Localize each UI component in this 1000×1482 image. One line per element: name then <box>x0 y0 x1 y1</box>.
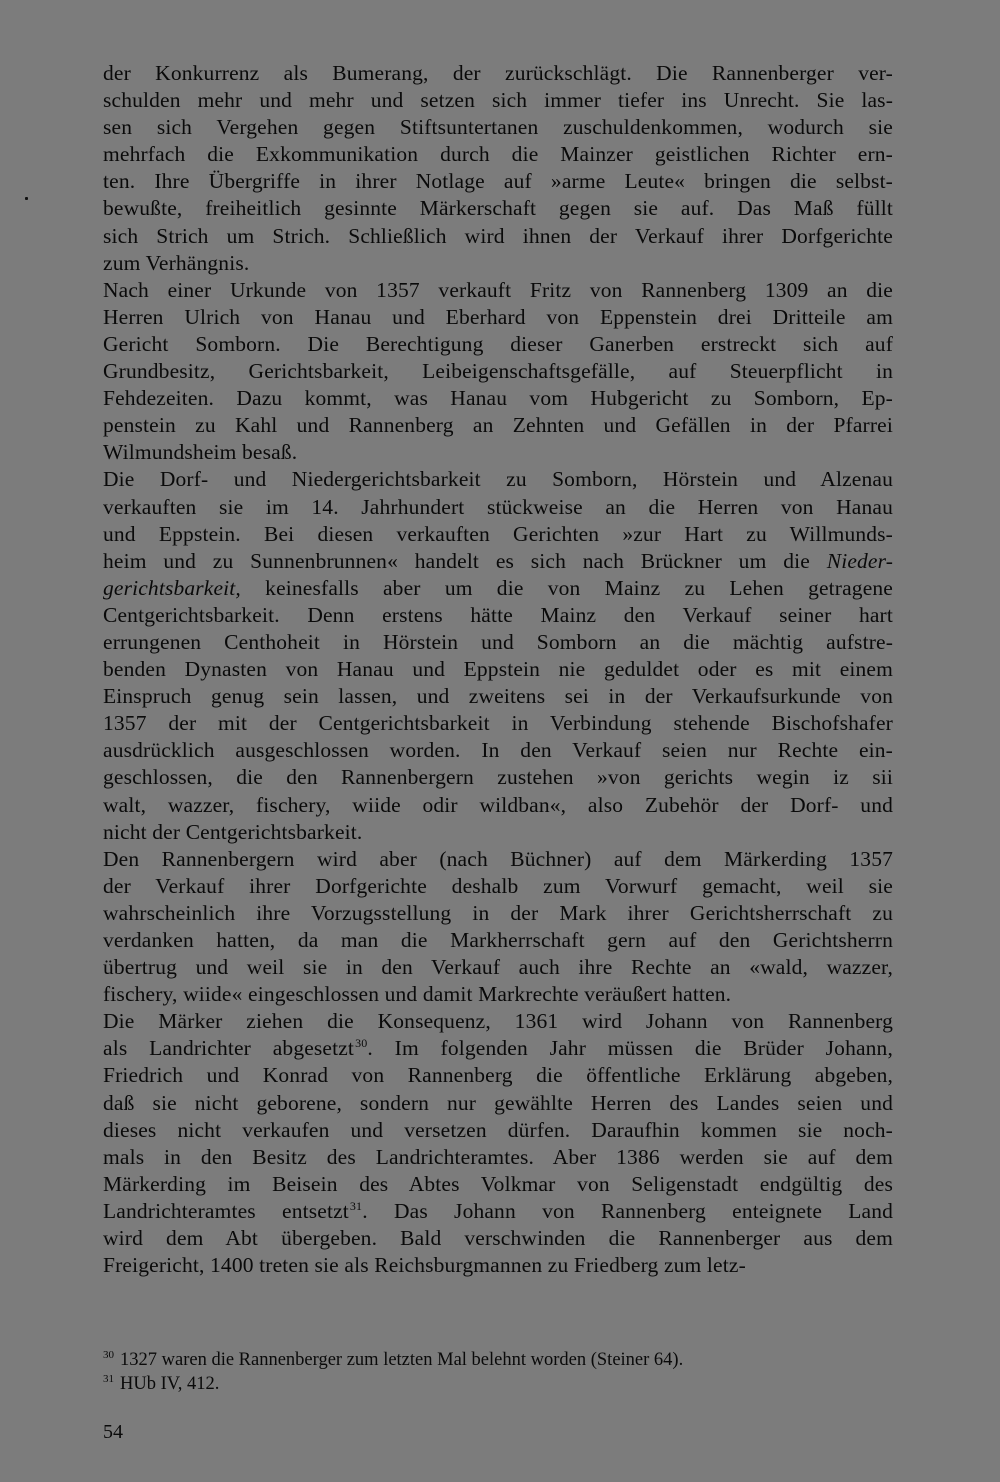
text-run: Landrichteramtes entsetzt <box>103 1198 349 1223</box>
text-line <box>103 927 893 954</box>
page-number: 54 <box>103 1421 123 1443</box>
paragraph <box>103 1008 893 1279</box>
paragraph <box>103 60 893 277</box>
text-line <box>103 141 893 168</box>
text-line <box>103 873 893 900</box>
text-run: mals in den Besitz des Landrichteramtes. Aber 1386 werden sie auf dem <box>103 1144 893 1169</box>
text-line <box>103 1252 893 1279</box>
text-line <box>103 412 893 439</box>
text-run: wird dem Abt übergeben. Bald verschwinden die Rannenberger aus dem <box>103 1226 893 1251</box>
text-line <box>103 846 893 873</box>
text-line <box>103 250 893 277</box>
scan-speck <box>25 197 28 200</box>
text-line <box>103 602 893 629</box>
text-run: und Eppstein. Bei diesen verkauften Gerichten »zur Hart zu Willmunds- <box>103 521 893 546</box>
text-run: schulden mehr und mehr und setzen sich immer tiefer ins Unrecht. Sie las- <box>103 88 893 113</box>
text-line <box>103 1062 893 1089</box>
text-run: Fehdezeiten. Dazu kommt, was Hanau vom Hubgericht zu Somborn, Ep- <box>103 386 893 411</box>
text-line <box>103 1008 893 1035</box>
text-run: 1357 der mit der Centgerichtsbarkeit in Verbindung stehende Bischofshafer <box>103 711 893 736</box>
text-line <box>103 710 893 737</box>
text-line <box>103 494 893 521</box>
text-run: benden Dynasten von Hanau und Eppstein nie geduldet oder es mit einem <box>103 657 893 682</box>
text-run: Friedrich und Konrad von Rannenberg die öffentliche Erklärung abgeben, <box>103 1063 893 1088</box>
footnote <box>103 1372 893 1396</box>
text-run: Centgerichtsbarkeit. Denn erstens hätte Mainz den Verkauf seiner hart <box>103 602 893 627</box>
text-line <box>103 1035 893 1062</box>
text-line <box>103 1090 893 1117</box>
text-line <box>103 548 893 575</box>
text-run: verdanken hatten, da man die Markherrschaft gern auf den Gerichtsherrn <box>103 928 893 952</box>
text-run: wahrscheinlich ihre Vorzugsstellung in der Mark ihrer Gerichtsherrschaft zu <box>103 900 893 925</box>
text-line <box>103 629 893 656</box>
text-run: geschlossen, die den Rannenbergern zustehen »von gerichts wegin iz sii <box>103 765 893 790</box>
text-run: walt, wazzer, fischery, wiide odir wildban«, also Zubehör der Dorf- und <box>103 792 893 817</box>
footnote-mark: 31 <box>103 1373 114 1385</box>
text-run: nicht der Centgerichtsbarkeit. <box>103 819 363 844</box>
text-run: fischery, wiide« eingeschlossen und damit Markrechte veräußert hatten. <box>103 982 732 1007</box>
text-line <box>103 900 893 927</box>
footnote-mark: 30 <box>103 1349 114 1361</box>
text-run: als Landrichter abgesetzt <box>103 1036 355 1061</box>
text-line <box>103 1144 893 1171</box>
text-run: . Das Johann von Rannenberg enteignete Land <box>362 1198 893 1223</box>
text-line <box>103 304 893 331</box>
text-run: dieses nicht verkaufen und versetzen dürfen. Daraufhin kommen sie noch- <box>103 1117 893 1142</box>
text-run: Die Dorf- und Niedergerichtsbarkeit zu Somborn, Hörstein und Alzenau <box>103 467 893 492</box>
text-run: verkauften sie im 14. Jahrhundert stückweise an die Herren von Hanau <box>103 494 893 519</box>
text-line <box>103 87 893 114</box>
text-line <box>103 981 893 1008</box>
text-line <box>103 737 893 764</box>
text-line <box>103 439 893 466</box>
text-run: Herren Ulrich von Hanau und Eberhard von Eppenstein drei Dritteile am <box>103 304 893 329</box>
text-run: Nach einer Urkunde von 1357 verkauft Fritz von Rannenberg 1309 an die <box>103 277 893 302</box>
italic-term: gerichtsbarkeit, <box>103 575 241 600</box>
text-run: zum Verhängnis. <box>103 250 250 275</box>
text-run: keinesfalls aber um die von Mainz zu Lehen getragene <box>240 575 893 600</box>
text-run: der Konkurrenz als Bumerang, der zurückschlägt. Die Rannenberger ver- <box>103 61 893 85</box>
text-line <box>103 277 893 304</box>
text-line <box>103 1171 893 1198</box>
text-line <box>103 1117 893 1144</box>
text-run: Freigericht, 1400 treten sie als Reichsburgmannen zu Friedberg zum letz- <box>103 1253 746 1278</box>
footnote <box>103 1348 893 1372</box>
text-run: sich Strich um Strich. Schließlich wird ihnen der Verkauf ihrer Dorfgerichte <box>103 223 893 248</box>
text-line <box>103 385 893 412</box>
text-run: Die Märker ziehen die Konsequenz, 1361 wird Johann von Rannenberg <box>103 1009 893 1034</box>
text-line <box>103 683 893 710</box>
text-run: Märkerding im Beisein des Abtes Volkmar von Seligenstadt endgültig des <box>103 1171 893 1196</box>
footnote-text: HUb IV, 412. <box>120 1374 220 1394</box>
text-line <box>103 168 893 195</box>
text-run: sen sich Vergehen gegen Stiftsuntertanen zuschuldenkommen, wodurch sie <box>103 115 893 140</box>
text-line <box>103 1225 893 1252</box>
footnotes <box>103 1348 893 1396</box>
text-line <box>103 521 893 548</box>
footnote-ref: 31 <box>349 1198 363 1213</box>
text-line <box>103 60 893 87</box>
text-run: . Im folgenden Jahr müssen die Brüder Johann, <box>367 1036 893 1061</box>
text-run: heim und zu Sunnenbrunnen« handelt es sich nach Brückner um die <box>103 548 827 573</box>
paragraph <box>103 846 893 1009</box>
text-run: errungenen Centhoheit in Hörstein und Somborn an die mächtig aufstre- <box>103 629 893 654</box>
text-line <box>103 792 893 819</box>
text-line <box>103 1198 893 1225</box>
text-run: ausdrücklich ausgeschlossen worden. In den Verkauf seien nur Rechte ein- <box>103 738 893 763</box>
text-run: Gericht Somborn. Die Berechtigung dieser Ganerben erstreckt sich auf <box>103 331 893 356</box>
text-line <box>103 358 893 385</box>
text-line <box>103 195 893 222</box>
text-line <box>103 331 893 358</box>
text-run: penstein zu Kahl und Rannenberg an Zehnten und Gefällen in der Pfarrei <box>103 413 893 438</box>
text-run: bewußte, freiheitlich gesinnte Märkerschaft gegen sie auf. Das Maß füllt <box>103 196 893 221</box>
text-line <box>103 575 893 602</box>
text-line <box>103 764 893 791</box>
text-run: Den Rannenbergern wird aber (nach Büchner) auf dem Märkerding 1357 <box>103 846 893 871</box>
text-run: Wilmundsheim besaß. <box>103 440 298 465</box>
footnote-ref: 30 <box>355 1036 368 1051</box>
text-line <box>103 656 893 683</box>
footnote-text: 1327 waren die Rannenberger zum letzten Mal belehnt worden (Steiner 64). <box>120 1350 684 1370</box>
text-run: mehrfach die Exkommunikation durch die Mainzer geistlichen Richter ern- <box>103 142 893 167</box>
italic-term: Nieder- <box>826 548 893 573</box>
text-run: der Verkauf ihrer Dorfgerichte deshalb zum Vorwurf gemacht, weil sie <box>103 873 893 898</box>
text-line <box>103 223 893 250</box>
text-run: Grundbesitz, Gerichtsbarkeit, Leibeigenschaftsgefälle, auf Steuerpflicht in <box>103 359 893 384</box>
text-run: daß sie nicht geborene, sondern nur gewählte Herren des Landes seien und <box>103 1090 893 1115</box>
paragraph <box>103 277 893 467</box>
text-run: übertrug und weil sie in den Verkauf auch ihre Rechte an «wald, wazzer, <box>103 955 893 980</box>
text-run: Einspruch genug sein lassen, und zweitens sei in der Verkaufsurkunde von <box>103 684 893 709</box>
text-run: ten. Ihre Übergriffe in ihrer Notlage auf »arme Leute« bringen die selbst- <box>103 169 893 194</box>
body-text <box>103 60 893 1279</box>
text-line <box>103 466 893 493</box>
paragraph <box>103 466 893 845</box>
text-line <box>103 819 893 846</box>
text-line <box>103 114 893 141</box>
text-line <box>103 954 893 981</box>
